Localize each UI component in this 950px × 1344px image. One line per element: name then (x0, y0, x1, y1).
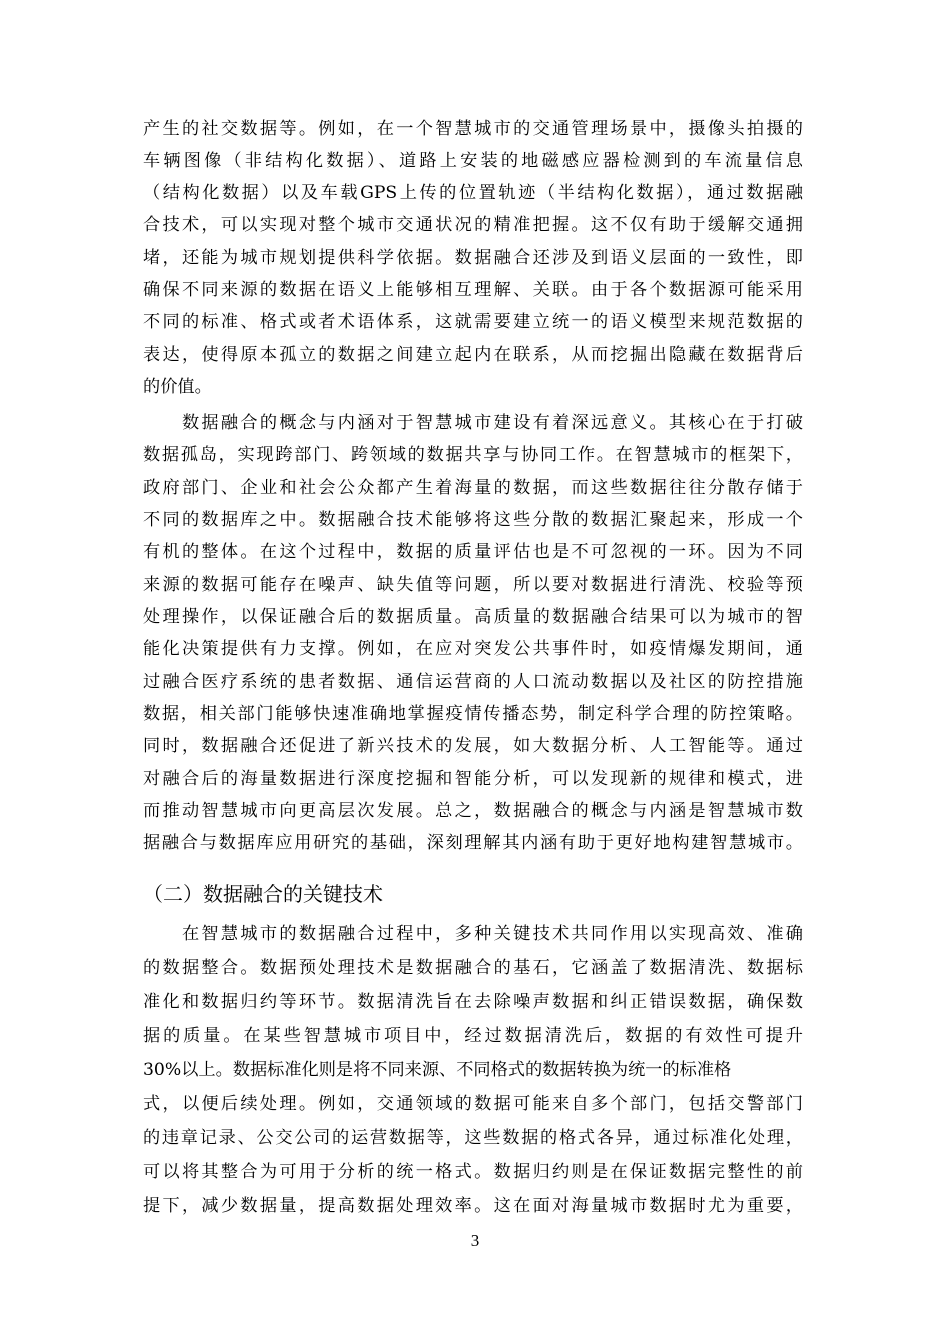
text-line: 据融合与数据库应用研究的基础，深刻理解其内涵有助于更好地构建智慧城市。 (143, 833, 803, 853)
text-line: 数据，相关部门能够快速准确地掌握疫情传播态势，制定科学合理的防控策略。 (143, 704, 803, 724)
text-line: 同时，数据融合还促进了新兴技术的发展，如大数据分析、人工智能等。通过 (143, 736, 803, 756)
text-line: 政府部门、企业和社会公众都产生着海量的数据，而这些数据往往分散存储于 (143, 478, 803, 498)
text-line: 确保不同来源的数据在语义上能够相互理解、关联。由于各个数据源可能采用 (143, 280, 803, 300)
text-line: 有机的整体。在这个过程中，数据的质量评估也是不可忽视的一环。因为不同 (143, 542, 803, 562)
text-line: 不同的标准、格式或者术语体系，这就需要建立统一的语义模型来规范数据的 (143, 312, 803, 332)
text-line: 过融合医疗系统的患者数据、通信运营商的人口流动数据以及社区的防控措施 (143, 672, 803, 692)
text-line: 在智慧城市的数据融合过程中，多种关键技术共同作用以实现高效、准确 (143, 924, 803, 944)
page-number: 3 (470, 1231, 480, 1250)
text-line: （结构化数据）以及车载GPS上传的位置轨迹（半结构化数据），通过数据融 (143, 183, 803, 203)
text-line: 30%以上。数据标准化则是将不同来源、不同格式的数据转换为统一的标准格 (143, 1060, 732, 1080)
text-line: 式，以便后续处理。例如，交通领域的数据可能来自多个部门，包括交警部门 (143, 1094, 803, 1114)
text-line: 堵，还能为城市规划提供科学依据。数据融合还涉及到语义层面的一致性，即 (143, 248, 803, 268)
text-line: 不同的数据库之中。数据融合技术能够将这些分散的数据汇聚起来，形成一个 (143, 510, 803, 530)
text-line: 数据融合的概念与内涵对于智慧城市建设有着深远意义。其核心在于打破 (143, 413, 803, 433)
text-line: 对融合后的海量数据进行深度挖掘和智能分析，可以发现新的规律和模式，进 (143, 769, 803, 789)
text-line: 数据孤岛，实现跨部门、跨领域的数据共享与协同工作。在智慧城市的框架下， (143, 445, 803, 465)
text-line: 处理操作，以保证融合后的数据质量。高质量的数据融合结果可以为城市的智 (143, 607, 803, 627)
text-line: 的数据整合。数据预处理技术是数据融合的基石，它涵盖了数据清洗、数据标 (143, 958, 803, 978)
text-line: 可以将其整合为可用于分析的统一格式。数据归约则是在保证数据完整性的前 (143, 1162, 803, 1182)
text-line: 提下，减少数据量，提高数据处理效率。这在面对海量城市数据时尤为重要， (143, 1196, 803, 1216)
text-line: 表达，使得原本孤立的数据之间建立起内在联系，从而挖掘出隐藏在数据背后 (143, 345, 803, 365)
text-line: 产生的社交数据等。例如，在一个智慧城市的交通管理场景中，摄像头拍摄的 (143, 119, 803, 139)
text-line: 据的质量。在某些智慧城市项目中，经过数据清洗后，数据的有效性可提升 (143, 1026, 803, 1046)
text-line: 能化决策提供有力支撑。例如，在应对突发公共事件时，如疫情爆发期间，通 (143, 639, 803, 659)
text-line: 车辆图像（非结构化数据）、道路上安装的地磁感应器检测到的车流量信息 (143, 151, 803, 171)
text-line: 的价值。 (143, 377, 212, 397)
text-line: 的违章记录、公交公司的运营数据等，这些数据的格式各异，通过标准化处理， (143, 1128, 803, 1148)
section-heading: （二）数据融合的关键技术 (143, 882, 383, 906)
text-line: 来源的数据可能存在噪声、缺失值等问题，所以要对数据进行清洗、校验等预 (143, 575, 803, 595)
text-line: 合技术，可以实现对整个城市交通状况的精准把握。这不仅有助于缓解交通拥 (143, 215, 803, 235)
text-line: 准化和数据归约等环节。数据清洗旨在去除噪声数据和纠正错误数据，确保数 (143, 992, 803, 1012)
text-line: 而推动智慧城市向更高层次发展。总之，数据融合的概念与内涵是智慧城市数 (143, 801, 803, 821)
